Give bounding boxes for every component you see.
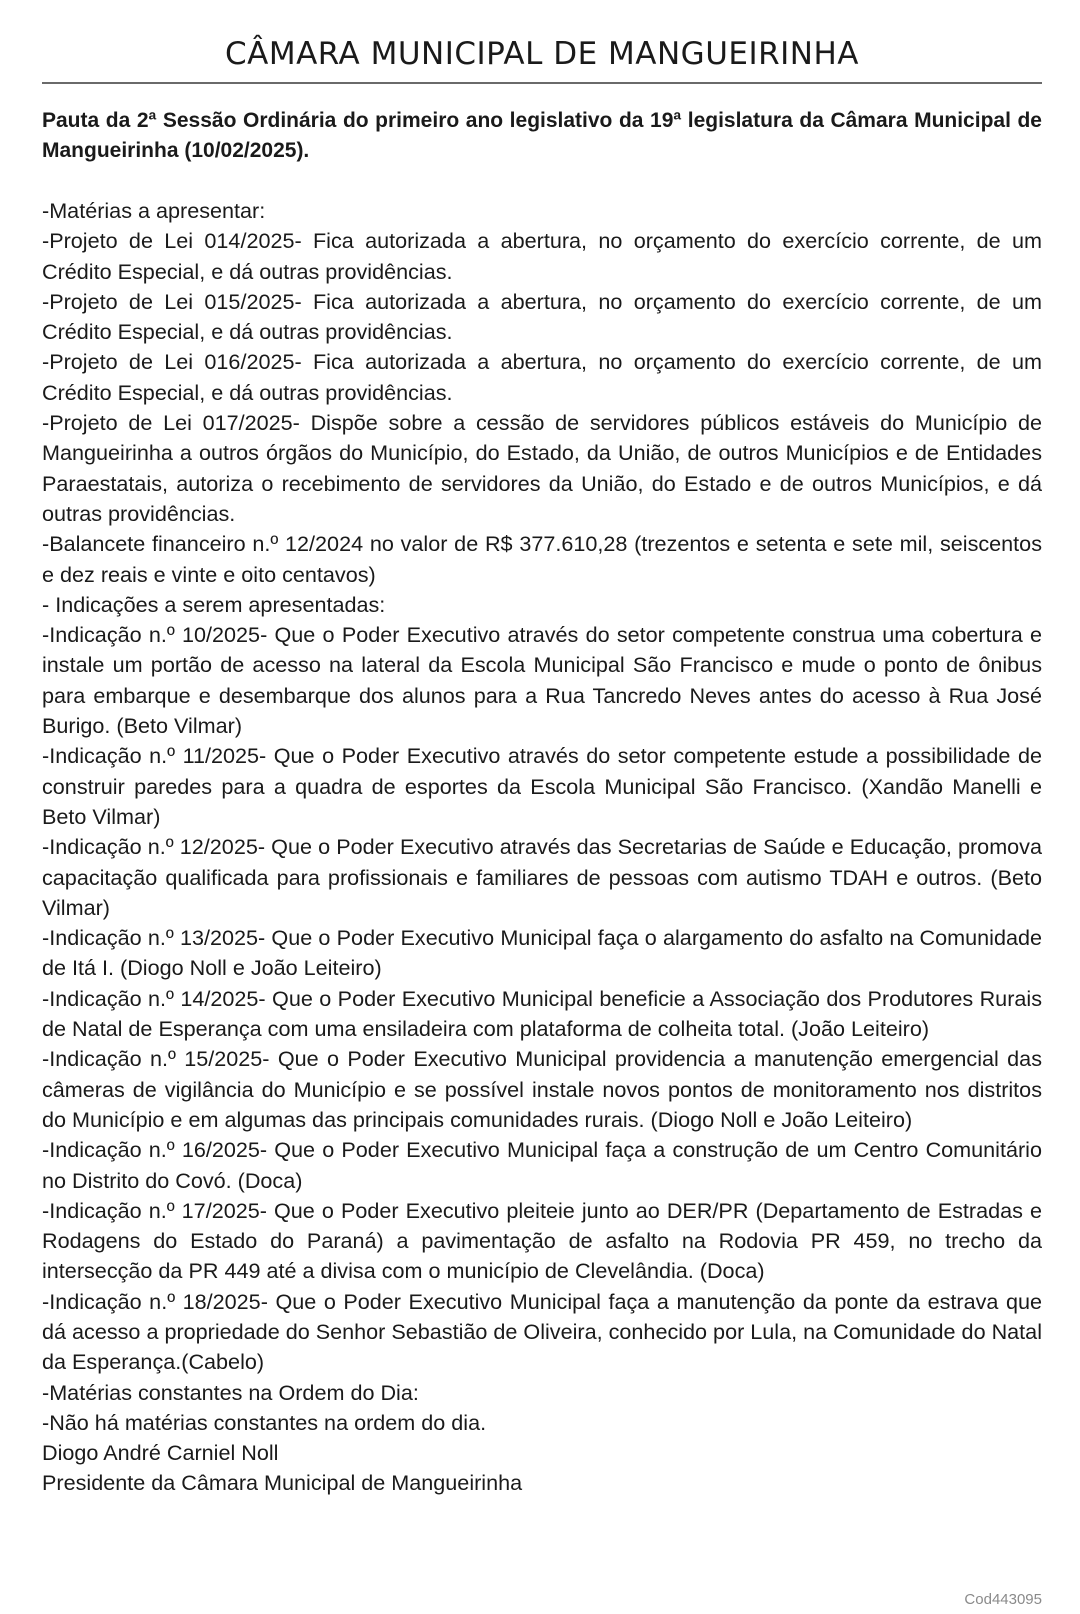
section-indicacoes: - Indicações a serem apresentadas: (42, 591, 386, 617)
document-code: Cod443095 (964, 1591, 1042, 1608)
item-projeto-016: -Projeto de Lei 016/2025- Fica autorizada a abertura, no orçamento do exercício corrente, de um Crédito Especial, e dá outras providências. (42, 349, 1042, 405)
signature-role: Presidente da Câmara Municipal de Mangueirinha (42, 1470, 523, 1496)
item-indicacao-10: -Indicação n.º 10/2025- Que o Poder Executivo através do setor competente construa uma cobertura e instale um portão de acesso na lateral da Escola Municipal São Francisco e mude o ponto de ônibus para embarque e desembarque dos alunos para a Rua Tancredo Neves antes do acesso à Rua José Burigo. (Beto Vilmar) (42, 622, 1042, 739)
agenda-body (42, 196, 1042, 1499)
signature-name: Diogo André Carniel Noll (42, 1440, 279, 1466)
item-indicacao-13: -Indicação n.º 13/2025- Que o Poder Executivo Municipal faça o alargamento do asfalto na Comunidade de Itá I. (Diogo Noll e João Leiteiro) (42, 925, 1042, 981)
item-indicacao-15: -Indicação n.º 15/2025- Que o Poder Executivo Municipal providencia a manutenção emergencial das câmeras de vigilância do Município e se possível instale novos pontos de monitoramento nos distritos do Município e em algumas das principais comunidades rurais. (Diogo Noll e João Leiteiro) (42, 1046, 1042, 1132)
item-indicacao-12: -Indicação n.º 12/2025- Que o Poder Executivo através das Secretarias de Saúde e Educação, promova capacitação qualificada para profissionais e familiares de pessoas com autismo TDAH e outros. (Beto Vilmar) (42, 834, 1042, 920)
item-projeto-015: -Projeto de Lei 015/2025- Fica autorizada a abertura, no orçamento do exercício corrente, de um Crédito Especial, e dá outras providências. (42, 288, 1042, 345)
section-materias: -Matérias a apresentar: (42, 198, 266, 223)
spacer (42, 166, 1042, 196)
item-indicacao-17: -Indicação n.º 17/2025- Que o Poder Executivo pleiteie junto ao DER/PR (Departamento de Estradas e Rodagens do Estado do Paraná) a pavimentação de asfalto na Rodovia PR 459, no trecho da intersecção da PR 449 até a divisa com o município de Clevelândia. (Doca) (42, 1197, 1042, 1284)
document-page (42, 0, 1042, 1499)
item-projeto-014: -Projeto de Lei 014/2025- Fica autorizada a abertura, no orçamento do exercício corrente, de um Crédito Especial, e dá outras providências. (42, 228, 1042, 284)
item-indicacao-16: -Indicação n.º 16/2025- Que o Poder Executivo Municipal faça a construção de um Centro Comunitário no Distrito do Covó. (Doca) (42, 1137, 1042, 1193)
item-balancete: -Balancete financeiro n.º 12/2024 no valor de R$ 377.610,28 (trezentos e setenta e sete mil, seiscentos e dez reais e vinte e oito centavos) (42, 531, 1042, 587)
header-divider (42, 82, 1042, 84)
item-indicacao-18: -Indicação n.º 18/2025- Que o Poder Executivo Municipal faça a manutenção da ponte da estrava que dá acesso a propriedade do Senhor Sebastião de Oliveira, conhecido por Lula, na Comunidade do Natal da Esperança.(Cabelo) (42, 1288, 1042, 1375)
item-ordem-do-dia-none: -Não há matérias constantes na ordem do dia. (42, 1409, 487, 1435)
item-indicacao-11: -Indicação n.º 11/2025- Que o Poder Executivo através do setor competente estude a possibilidade de construir paredes para a quadra de esportes da Escola Municipal São Francisco. (Xandão Manelli e Beto Vilmar) (42, 743, 1042, 829)
intro-heading: Pauta da 2ª Sessão Ordinária do primeiro ano legislativo da 19ª legislatura da Câmara Municipal de Mangueirinha (10/02/2025). (42, 109, 1042, 162)
item-projeto-017: -Projeto de Lei 017/2025- Dispõe sobre a cessão de servidores públicos estáveis do Município de Mangueirinha a outros órgãos do Município, do Estado, da União, de outros Municípios e de Entidades Paraestatais, autoriza o recebimento de servidores da União, do Estado e de outros Municípios, e dá outras providências. (42, 410, 1042, 526)
page-title: CÂMARA MUNICIPAL DE MANGUEIRINHA (224, 36, 860, 72)
item-indicacao-14: -Indicação n.º 14/2025- Que o Poder Executivo Municipal beneficie a Associação dos Produtores Rurais de Natal de Esperança com uma ensiladeira com plataforma de colheita total. (João Leiteiro) (42, 985, 1042, 1042)
section-ordem-do-dia: -Matérias constantes na Ordem do Dia: (42, 1379, 419, 1405)
